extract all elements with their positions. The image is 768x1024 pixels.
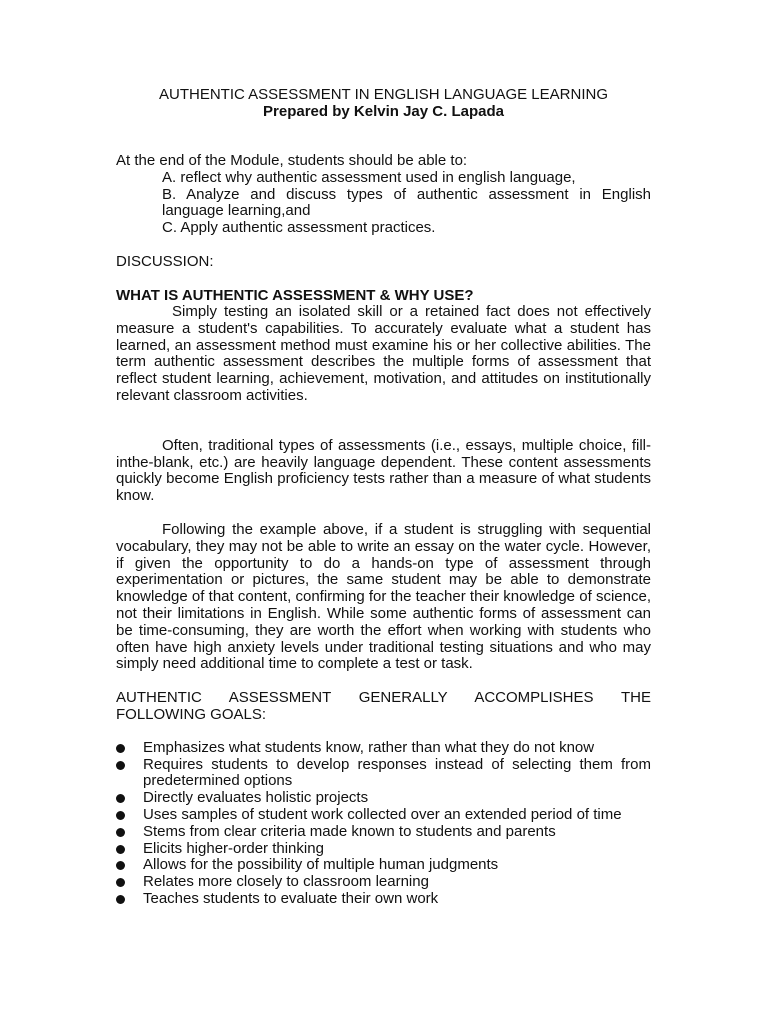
list-item (116, 740, 651, 757)
goal-text: Stems from clear criteria made known to students and parents (143, 822, 556, 840)
goal-text: Allows for the possibility of multiple human judgments (143, 856, 499, 874)
document-page (116, 86, 651, 908)
list-item (116, 841, 651, 858)
objectives-section (116, 153, 651, 237)
objectives-intro: At the end of the Module, students should be able to: (116, 152, 468, 169)
goal-text: Relates more closely to classroom learning (143, 873, 429, 891)
section-heading: WHAT IS AUTHENTIC ASSESSMENT & WHY USE? (116, 286, 474, 304)
bullet-icon (116, 761, 125, 770)
discussion-label: DISCUSSION: (116, 252, 214, 270)
bullet-icon (116, 845, 125, 854)
objectives-list (116, 170, 651, 237)
goal-text: Emphasizes what students know, rather than what they do not know (143, 738, 595, 756)
list-item (116, 757, 651, 791)
objective-item: A. reflect why authentic assessment used in english language, (162, 168, 576, 186)
goal-text: Requires students to develop responses instead of selecting them from predetermined options (143, 755, 651, 790)
goals-heading-line1: AUTHENTIC ASSESSMENT GENERALLY ACCOMPLISHES THE (116, 689, 651, 707)
objective-item: B. Analyze and discuss types of authentic assessment in English language learning,and (162, 185, 651, 220)
bullet-icon (116, 744, 125, 753)
goals-heading-line2: FOLLOWING GOALS: (116, 705, 267, 723)
list-item (116, 807, 651, 824)
document-title: AUTHENTIC ASSESSMENT IN ENGLISH LANGUAGE LEARNING (159, 86, 608, 103)
goals-heading (116, 690, 651, 707)
bullet-icon (116, 878, 125, 887)
body-paragraph: Often, traditional types of assessments (i.e., essays, multiple choice, fill-inthe-blank, etc.) are heavily language dependent. These content assessments quickly become English proficiency tests rather than a measure of what students know. (116, 436, 651, 505)
goal-text: Uses samples of student work collected over an extended period of time (143, 805, 622, 823)
list-item (116, 790, 651, 807)
bullet-icon (116, 861, 125, 870)
bullet-icon (116, 811, 125, 820)
goal-text: Elicits higher-order thinking (143, 839, 324, 857)
body-paragraph: Simply testing an isolated skill or a retained fact does not effectively measure a student's capabilities. To accurately evaluate what a student has learned, an assessment method must examine his or her collective abilities. The term authentic assessment describes the multiple forms of assessment that reflect student learning, achievement, motivation, and attitudes on institutionally relevant classroom activities. (116, 302, 651, 404)
goals-list (116, 740, 651, 908)
goal-text: Directly evaluates holistic projects (143, 789, 369, 807)
list-item (116, 824, 651, 841)
bullet-icon (116, 794, 125, 803)
list-item (116, 874, 651, 891)
goal-text: Teaches students to evaluate their own work (143, 889, 439, 907)
author-line: Prepared by Kelvin Jay C. Lapada (263, 103, 504, 120)
bullet-icon (116, 828, 125, 837)
body-paragraph: Following the example above, if a student is struggling with sequential vocabulary, they may not be able to write an essay on the water cycle. However, if given the opportunity to do a hands-on type of assessment through experimentation or pictures, the same student may be able to demonstrate knowledge of that content, confirming for the teacher their knowledge of science, not their limitations in English. While some authentic forms of assessment can be time-consuming, they are worth the effort when working with students who often have high anxiety levels under traditional testing situations and who may simply need additional time to complete a test or task. (116, 520, 651, 673)
list-item (116, 857, 651, 874)
objective-item: C. Apply authentic assessment practices. (162, 219, 436, 237)
bullet-icon (116, 895, 125, 904)
list-item (116, 891, 651, 908)
